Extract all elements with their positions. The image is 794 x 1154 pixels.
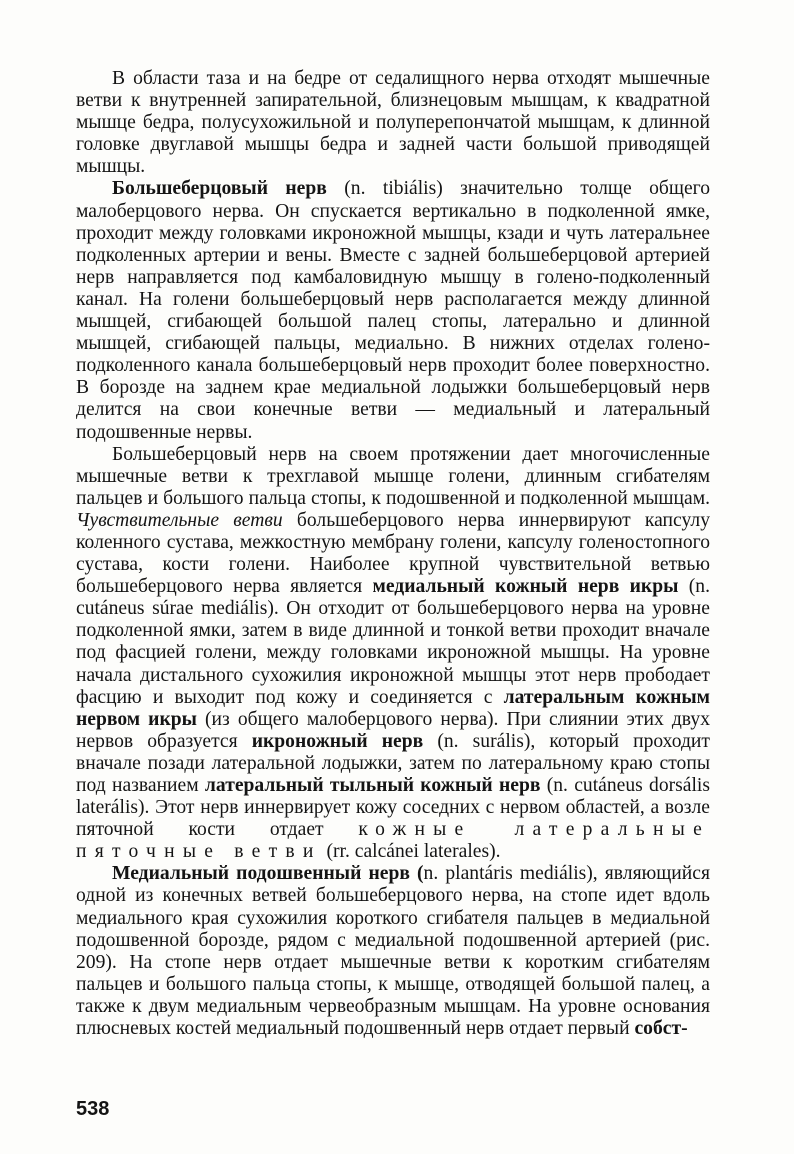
bold-term: собст- (634, 1018, 688, 1040)
text-run: В области таза и на бедре от седалищного нерва отходят мышечные ветви к внутренней запирательной, близнецовым мышцам, к квадратной мышце бедра, полусухожильной и полуперепончатой мышцам, к длинной головке двуглавой мышцы бедра и задней части большой приводящей мышцы. (76, 68, 710, 178)
body-text (76, 68, 710, 1040)
bold-term: медиальный кожный нерв икры (372, 576, 679, 598)
text-run: (из общего малоберцового нерва). При слиянии этих двух нервов образуется (76, 708, 710, 752)
text-run: большеберцового нерва иннервируют капсулу коленного сустава, межкостную мембрану голени, капсулу голеностопного сустава, кости голени. Наиболее крупной чувствительной ветвью большеберцового нерва является (76, 509, 710, 598)
paragraph (76, 178, 710, 443)
paragraph (76, 863, 710, 1040)
text-run: (n. cutáneus súrae mediális). Он отходит от большеберцового нерва на уровне подколенной ямки, затем в виде длинной и тонкой ветви проходит вначале под фасцией голени, между головками икроножной мышцы. На уровне начала дистального сухожилия икроножной мышцы этот нерв прободает фасцию и выходит под кожу и соединяется с (76, 576, 710, 708)
paragraph (76, 68, 710, 178)
text-run: Большеберцовый нерв на своем протяжении дает многочисленные мышечные ветви к трехглавой мышце голени, длинным сгибателям пальцев и большого пальца стопы, к подошвенной и подколенной мышцам. (76, 443, 710, 509)
text-run: (rr. calcánei laterales). (321, 841, 501, 863)
text-run: n. plantáris mediális), являющийся одной из конечных ветвей большеберцового нерва, на стопе идет вдоль медиального края сухожилия короткого сгибателя пальцев в медиальной подошвенной борозде, рядом с медиальной подошвенной артерией (рис. 209). На стопе нерв отдает мышечные ветви к коротким сгибателям пальцев и большого пальца стопы, к мышце, отводящей большой палец, а также к двум медиальным червеобразным мышцам. На уровне основания плюсневых костей медиальный подошвенный нерв отдает первый (76, 863, 710, 1040)
bold-term: латеральный тыльный кожный нерв (204, 775, 541, 796)
text-run: (n. cutáneus dorsális laterális). Этот нерв иннервирует кожу соседних с нервом областей, а возле пяточной кости отдает (76, 775, 710, 841)
bold-term: Медиальный подошвенный нерв ( (112, 863, 424, 885)
text-run: (n. surális), который проходит вначале позади латеральной лодыжки, затем по латеральному краю стопы под названием (76, 730, 710, 796)
italic-term: Чувствительные ветви (76, 509, 283, 531)
spaced-term: кожные латеральные пяточные ветви (76, 819, 710, 863)
bold-term: Большеберцовый нерв (112, 178, 327, 200)
paragraph (76, 444, 710, 864)
text-run: (n. tibiális) значительно толще общего малоберцового нерва. Он спускается вертикально в подколенной ямке, проходит между головками икроножной мышцы, кзади и чуть латеральнее подколенных артерии и вены. Вместе с задней большеберцовой артерией нерв направляется под камбаловидную мышцу в голено-подколенный канал. На голени большеберцовый нерв располагается между длинной мышцей, сгибающей большой палец стопы, латерально и длинной мышцей, сгибающей пальцы, медиально. В нижних отделах голено-подколенного канала большеберцовый нерв проходит более поверхностно. В борозде на заднем крае медиальной лодыжки большеберцовый нерв делится на свои конечные ветви — медиальный и латеральный подошвенные нервы. (76, 178, 710, 443)
bold-term: латеральным кожным нервом икры (76, 686, 710, 730)
bold-term: икроножный нерв (251, 730, 424, 752)
page-number: 538 (76, 1098, 110, 1120)
